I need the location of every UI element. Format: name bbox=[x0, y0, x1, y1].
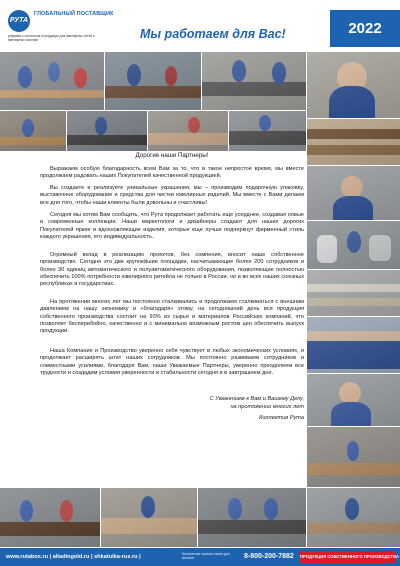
photo-workshop-12 bbox=[307, 488, 400, 547]
letter-paragraph: На протяжении многих лет мы постоянно сталкивались и продолжаем сталкиваться с внешним давлением на нашу экономику и «благодаря» этому, на сегодняшний день вся продукция собственного производства состоит на 93% из сырья и материалов Российских компаний, что позволяет бесперебойно, качественно и с минимально возможным ростом цен обеспечить выпуск продукции. bbox=[40, 299, 304, 335]
letter-body bbox=[40, 152, 304, 452]
photo-warehouse bbox=[307, 270, 400, 316]
photo-workshop-6 bbox=[148, 111, 228, 151]
hotline-phone[interactable]: 8-800-200-7882 bbox=[244, 553, 294, 560]
photo-workshop-5 bbox=[67, 111, 147, 151]
hotline-label: Бесплатная горячая линия для звонков bbox=[182, 552, 230, 560]
slogan: Мы работаем для Вас! bbox=[140, 27, 286, 41]
letter-paragraph: Выражаем особую благодарность всем Вам за то, что в такое непростое время, мы вместе продолжаем радовать наших Покупателей качественной продукцией. bbox=[40, 166, 304, 180]
photo-workshop-2 bbox=[105, 52, 201, 110]
photo-workshop-1 bbox=[0, 52, 104, 110]
photo-workshop-8 bbox=[307, 427, 400, 487]
own-production-badge: ПРОДУКЦИЯ СОБСТВЕННОГО ПРОИЗВОДСТВА bbox=[300, 551, 396, 563]
year-label: 2022 bbox=[348, 20, 382, 37]
signature-team: Коллектив Рута bbox=[259, 415, 304, 421]
photo-team bbox=[307, 317, 400, 373]
photo-worker-2 bbox=[307, 166, 400, 220]
signature-line: С Уважением к Вам и Вашему Делу, bbox=[209, 396, 304, 402]
photo-worker-portrait bbox=[307, 52, 400, 118]
photo-workshop-9 bbox=[0, 488, 100, 547]
letter-paragraph: Вы создаете и реализуете уникальные украшения, мы – производим подарочную упаковку, выставочное оборудование и средства для чистки ювелирных изделий. Мы вместе с Вами делаем все для того, чтобы наши клиенты были довольны и счастливы! bbox=[40, 185, 304, 206]
photo-boxes bbox=[307, 119, 400, 165]
letter-paragraph: Огромный вклад в реализацию проектов, без сомнения, вносит наше собственное производство. Сегодня это две крупнейшие площадки, насчитывающие более 200 сотрудников и более 30 единиц автоматического и полуавтоматического оборудования, позволяющие полностью обеспечить 100% потребности ювелирного ритейла не только в России, но и во всех наших союзных республиках и государствах. bbox=[40, 252, 304, 288]
photo-workshop-11 bbox=[198, 488, 306, 547]
logo-subtitle: упаковки с логотипом и продукции для ювелирных сетей и ювелирных салонов bbox=[8, 34, 95, 42]
signature-line: на протяжении многих лет bbox=[230, 404, 304, 410]
letter-greeting: Дорогие наши Партнеры! bbox=[135, 152, 209, 159]
footer bbox=[0, 548, 400, 566]
year-badge bbox=[330, 10, 400, 47]
photo-workshop-7 bbox=[229, 111, 306, 151]
company-logo bbox=[8, 8, 114, 48]
logo-title: ГЛОБАЛЬНЫЙ ПОСТАВЩИК bbox=[34, 11, 114, 17]
photo-workshop-3 bbox=[202, 52, 306, 110]
letter-paragraph: Сегодня мы хотим Вам сообщить, что Рута продолжает работать еще усерднее, создавая новые и современные коллекции. Наши маркетологи и дизайнеры создают для наших дорогих Покупателей яркие и вдохновляющие изделия, которые еще лучше подчеркнут фирменный стиль каждого украшения, его индивидуальность. bbox=[40, 212, 304, 240]
photo-machines bbox=[307, 221, 400, 269]
photo-workshop-4 bbox=[0, 111, 66, 151]
photo-worker-3 bbox=[307, 374, 400, 426]
letter-paragraph: Наша Компания и Производство уверенно себя чувствует в любых экономических условиях, и продолжает расширять штат наших сотрудников. Мы постоянно развиваем сотрудников и совместными усилиями, благодаря Вам, наши Уважаемые Партнеры, уверенно преодолеем все трудности и создадим условия уверенности и стабильности сегодня и в завтрашнем дне. bbox=[40, 348, 304, 376]
header bbox=[0, 0, 400, 52]
photo-workshop-10 bbox=[101, 488, 197, 547]
footer-websites[interactable]: www.rutabox.ru | alladingold.ru | shkatulka-rus.ru | bbox=[6, 554, 141, 560]
logo-mark: РУТА bbox=[8, 10, 30, 32]
